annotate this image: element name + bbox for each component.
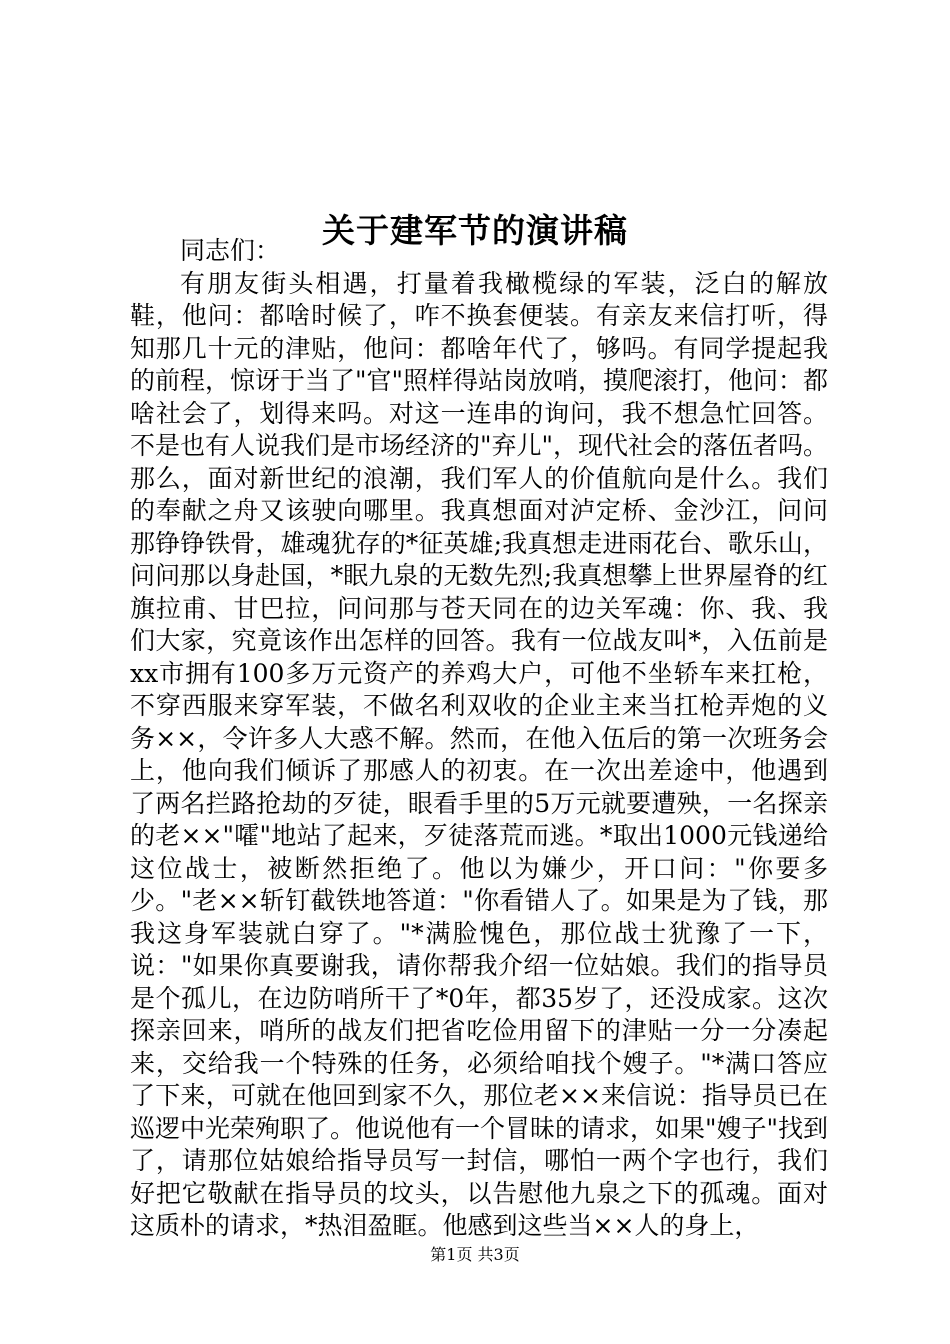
document-title: 关于建军节的演讲稿 (322, 211, 628, 251)
salutation: 同志们： (180, 236, 281, 265)
page-footer: 第1页 共3页 (430, 1245, 520, 1264)
document-body (130, 235, 828, 1243)
body-paragraph: 有朋友街头相遇，打量着我橄榄绿的军装，泛白的解放鞋，他问：都啥时候了，咋不换套便装。有亲友来信打听，得知那几十元的津贴，他问：都啥年代了，够吗。有同学提起我的前程，惊讶于当了"官"照样得站岗放哨，摸爬滚打，他问：都啥社会了，划得来吗。对这一连串的询问，我不想急忙回答。不是也有人说我们是市场经济的"弃儿"，现代社会的落伍者吗。那么，面对新世纪的浪潮，我们军人的价值航向是什么。我们的奉献之舟又该驶向哪里。我真想面对泸定桥、金沙江，问问那铮铮铁骨，雄魂犹存的*征英雄;我真想走进雨花台、歌乐山，问问那以身赴国，*眠九泉的无数先烈;我真想攀上世界屋脊的红旗拉甫、甘巴拉，问问那与苍天同在的边关军魂：你、我、我们大家，究竟该作出怎样的回答。我有一位战友叫*，入伍前是xx市拥有100多万元资产的养鸡大户，可他不坐轿车来扛枪，不穿西服来穿军装，不做名利双收的企业主来当扛枪弄炮的义务××，令许多人大惑不解。然而，在他入伍后的第一次班务会上，他向我们倾诉了那感人的初衷。在一次出差途中，他遇到了两名拦路抢劫的歹徒，眼看手里的5万元就要遭殃，一名探亲的老××"嚯"地站了起来，歹徒落荒而逃。*取出1000元钱递给这位战士，被断然拒绝了。他以为嫌少，开口问："你要多少。"老××斩钉截铁地答道："你看错人了。如果是为了钱，那我这身军装就白穿了。"*满脸愧色，那位战士犹豫了一下，说："如果你真要谢我，请你帮我介绍一位姑娘。我们的指导员是个孤儿，在边防哨所干了*0年，都35岁了，还没成家。这次探亲回来，哨所的战友们把省吃俭用留下的津贴一分一分凑起来，交给我一个特殊的任务，必须给咱找个嫂子。"*满口答应了下来，可就在他回到家不久，那位老××来信说：指导员已在巡逻中光荣殉职了。他说他有一个冒昧的请求，如果"嫂子"找到了，请那位姑娘给指导员写一封信，哪怕一两个字也行，我们好把它敬献在指导员的坟头，以告慰他九泉之下的孤魂。面对这质朴的请求，*热泪盈眶。他感到这些当××人的身上， (130, 268, 829, 1240)
